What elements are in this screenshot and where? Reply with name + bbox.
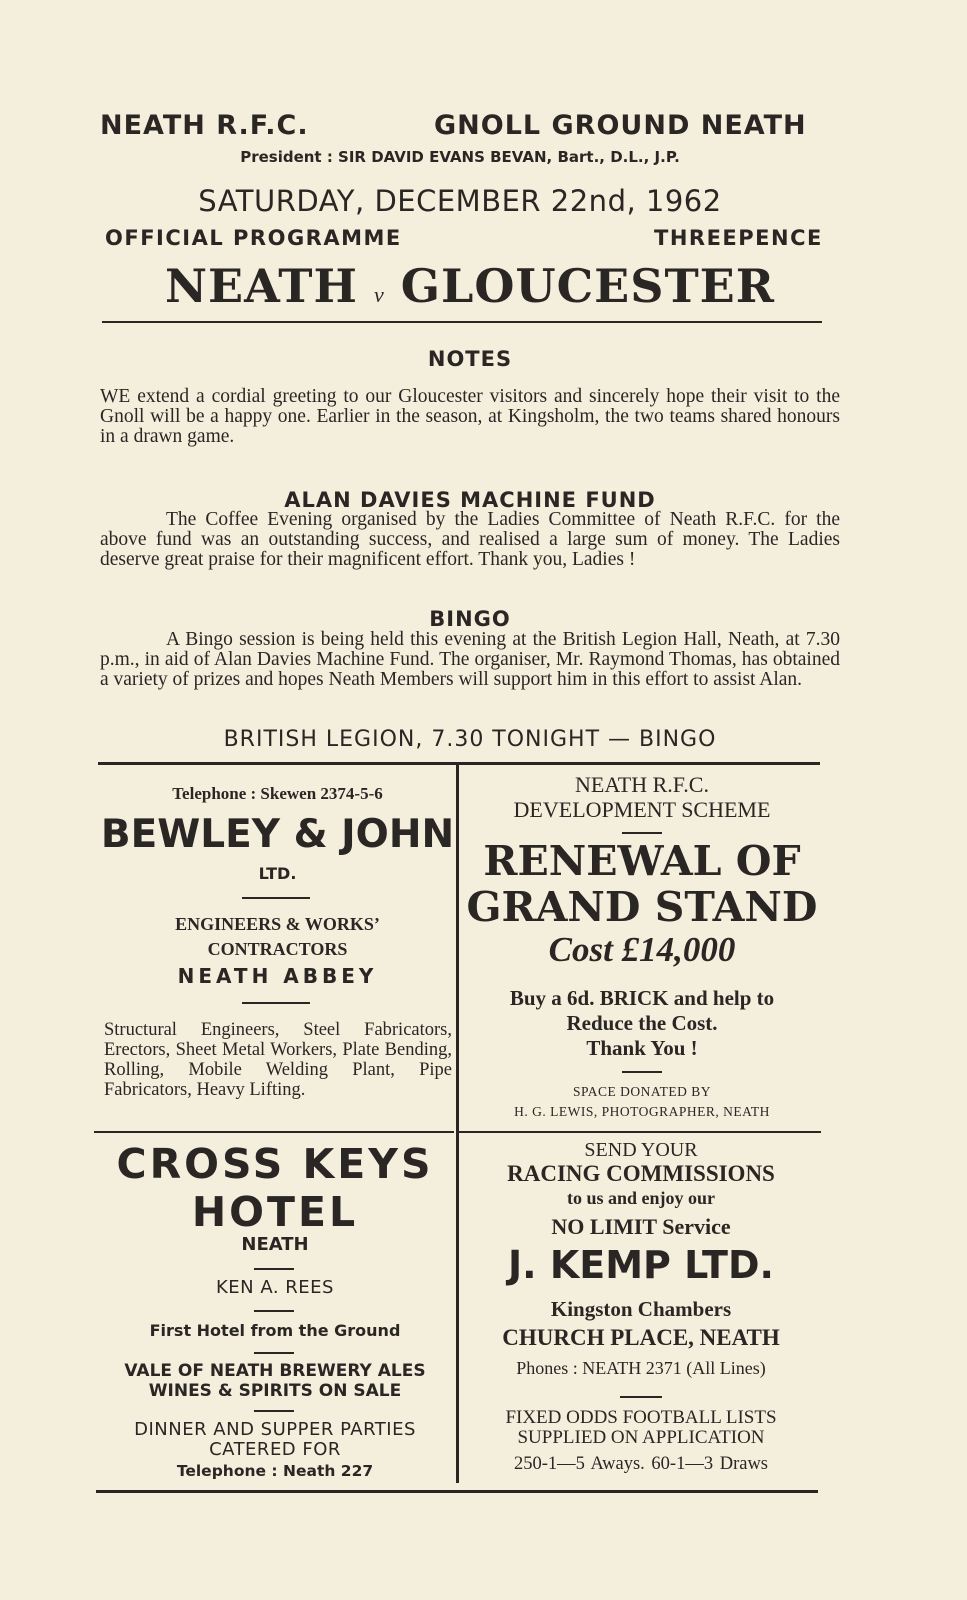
kemp-name: J. KEMP LTD. <box>508 1243 774 1287</box>
crosskeys-owner: KEN A. REES <box>216 1277 334 1298</box>
crosskeys-name-line1: CROSS KEYS <box>116 1140 434 1188</box>
kemp-odds-line1: FIXED ODDS FOOTBALL LISTS <box>505 1407 777 1428</box>
renewal-line1: RENEWAL OF <box>483 837 801 885</box>
bingo-body: A Bingo session is being held this evening at the British Legion Hall, Neath, at 7.30 p.m., in aid of Alan Davies Machine Fund. The organiser, Mr. Raymond Thomas, has obtained a variety of prizes and hopes Neath Members will support him in this effort to assist Alan. <box>100 629 840 690</box>
brick-appeal <box>456 986 828 1061</box>
away-team: GLOUCESTER <box>400 259 775 313</box>
crosskeys-dinner-line1: DINNER AND SUPPER PARTIES <box>134 1419 416 1440</box>
ads-middle-rule-right <box>459 1131 821 1133</box>
kemp-intro <box>462 1138 820 1186</box>
development-scheme: DEVELOPMENT SCHEME <box>513 797 771 822</box>
ads-vertical-rule <box>456 765 459 1483</box>
bingo-heading: BINGO <box>429 607 511 631</box>
versus-mark: v <box>373 282 385 307</box>
bewley-services-line1: ENGINEERS & WORKS’ <box>175 914 380 934</box>
development-divider-2 <box>622 1071 662 1073</box>
crosskeys-dinner-line2: CATERED FOR <box>209 1439 341 1460</box>
crosskeys-town: NEATH <box>241 1234 309 1255</box>
brick-line2: Reduce the Cost. <box>566 1011 718 1035</box>
kemp-rates: 250-1—5 Aways. 60-1—3 Draws <box>513 1454 769 1474</box>
fund-heading: ALAN DAVIES MACHINE FUND <box>284 488 656 512</box>
bingo-banner: BRITISH LEGION, 7.30 TONIGHT — BINGO <box>223 727 717 752</box>
kemp-odds-line2: SUPPLIED ON APPLICATION <box>517 1427 765 1448</box>
notes-heading: NOTES <box>427 347 513 371</box>
bewley-telephone: Telephone : Skewen 2374-5-6 <box>172 784 383 803</box>
brick-line1: Buy a 6d. BRICK and help to <box>509 986 775 1010</box>
renewal-headline <box>462 838 822 930</box>
crosskeys-ales <box>96 1361 454 1401</box>
bewley-ltd: LTD. <box>258 864 297 883</box>
president-line: President : SIR DAVID EVANS BEVAN, Bart., D.L., J.P. <box>240 148 680 166</box>
development-heading <box>462 772 822 822</box>
crosskeys-divider-2 <box>254 1310 294 1312</box>
kemp-divider <box>620 1396 662 1398</box>
ground-name: GNOLL GROUND NEATH <box>434 110 807 141</box>
club-name: NEATH R.F.C. <box>100 110 309 141</box>
kemp-address: CHURCH PLACE, NEATH <box>502 1325 780 1350</box>
bewley-services-line2: CONTRACTORS <box>207 939 348 959</box>
donated-line1: SPACE DONATED BY <box>572 1084 712 1099</box>
kemp-send: SEND YOUR <box>584 1139 698 1161</box>
home-team: NEATH <box>165 259 358 313</box>
crosskeys-name-line2: HOTEL <box>191 1188 359 1236</box>
renewal-line2: GRAND STAND <box>466 883 818 931</box>
programme-label: OFFICIAL PROGRAMME <box>105 226 402 250</box>
development-divider-1 <box>622 832 662 834</box>
ads-middle-rule-left <box>94 1131 454 1133</box>
crosskeys-telephone: Telephone : Neath 227 <box>176 1462 374 1480</box>
crosskeys-name <box>96 1140 454 1236</box>
header-divider <box>102 321 822 323</box>
bewley-location: NEATH ABBEY <box>177 964 378 988</box>
match-title <box>100 259 840 313</box>
match-date: SATURDAY, DECEMBER 22nd, 1962 <box>198 184 722 218</box>
crosskeys-tagline: First Hotel from the Ground <box>149 1321 401 1340</box>
kemp-nolimit: NO LIMIT Service <box>551 1214 731 1239</box>
renewal-cost: Cost £14,000 <box>548 930 736 969</box>
kemp-chambers: Kingston Chambers <box>550 1297 732 1321</box>
space-donated <box>462 1082 822 1122</box>
brick-line3: Thank You ! <box>586 1036 698 1060</box>
fund-body: The Coffee Evening organised by the Ladies Committee of Neath R.F.C. for the above fund was an outstanding success, and realised a large sum of money. The Ladies deserve great praise for their magnificent effort. Thank you, Ladies ! <box>100 509 840 570</box>
development-club: NEATH R.F.C. <box>575 772 709 797</box>
crosskeys-ales-line2: WINES & SPIRITS ON SALE <box>148 1381 402 1401</box>
crosskeys-ales-line1: VALE OF NEATH BREWERY ALES <box>124 1361 426 1381</box>
notes-body: WE extend a cordial greeting to our Gloucester visitors and sincerely hope their visit to the Gnoll will be a happy one. Earlier in the season, at Kingsholm, the two teams shared honours in a drawn game. <box>100 386 840 447</box>
bewley-description: Structural Engineers, Steel Fabricators, Erectors, Sheet Metal Workers, Plate Bending, Rolling, Mobile Welding Plant, Pipe Fabricators, Heavy Lifting. <box>104 1020 452 1100</box>
kemp-phones: Phones : NEATH 2371 (All Lines) <box>516 1358 766 1378</box>
kemp-racing: RACING COMMISSIONS <box>507 1161 775 1186</box>
crosskeys-dinner <box>96 1420 454 1460</box>
crosskeys-divider-1 <box>254 1268 294 1270</box>
price-label: THREEPENCE <box>654 226 823 250</box>
bewley-divider-2 <box>242 1002 310 1004</box>
ads-bottom-rule <box>96 1490 818 1493</box>
crosskeys-divider-4 <box>254 1410 294 1412</box>
bewley-name: BEWLEY & JOHN <box>100 812 455 857</box>
donated-line2: H. G. LEWIS, PHOTOGRAPHER, NEATH <box>514 1104 770 1119</box>
kemp-odds <box>462 1408 820 1448</box>
kemp-enjoy: to us and enjoy our <box>566 1188 716 1208</box>
bewley-divider-1 <box>242 897 310 899</box>
ads-top-rule <box>98 762 820 765</box>
bewley-services <box>100 912 455 962</box>
crosskeys-divider-3 <box>254 1352 294 1354</box>
